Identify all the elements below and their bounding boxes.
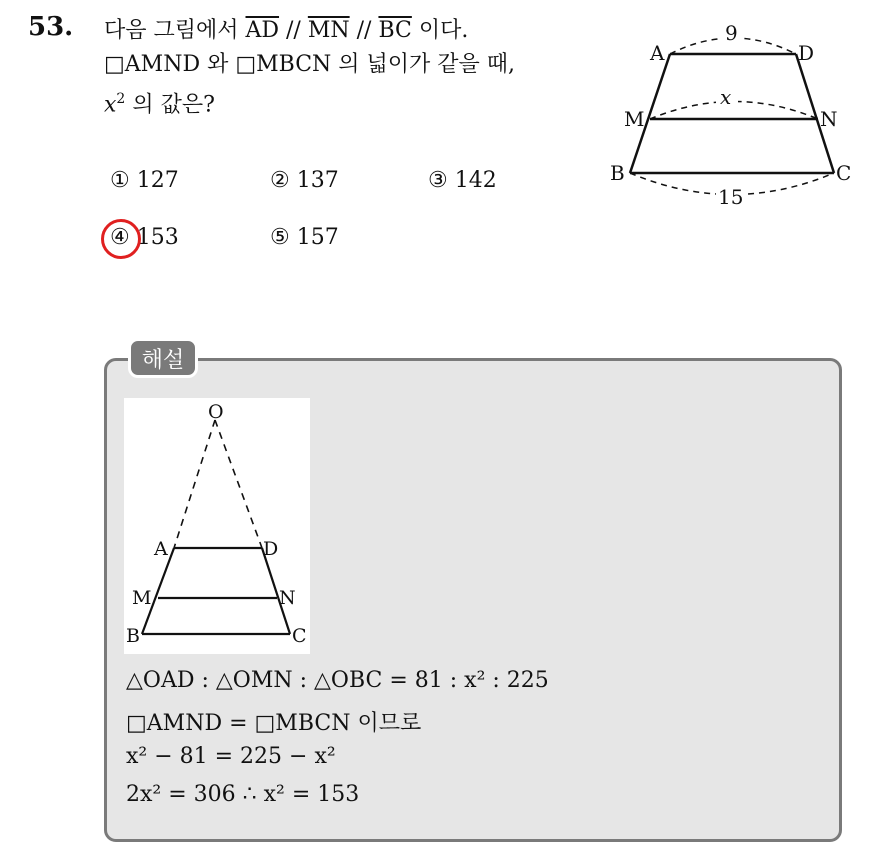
label-mid-length: x: [720, 85, 732, 109]
solution-tab: 해설: [128, 338, 198, 378]
trapezoid-diagram: [608, 18, 858, 218]
question-text: [104, 14, 515, 122]
vertex-label-b: B: [610, 161, 625, 185]
question-line-3: $x^2$ 의 값은?: [104, 91, 215, 118]
solution-line-2: □AMND = □MBCN 이므로: [126, 711, 422, 736]
segment-mn: $\overline{MN}$: [307, 18, 350, 43]
choice-1[interactable]: ① 127: [110, 168, 179, 193]
vertex-label-n: N: [820, 107, 838, 131]
sol-label-m: M: [132, 587, 152, 609]
question-line-2: □AMND 와 □MBCN 의 넓이가 같을 때,: [104, 52, 516, 77]
sol-label-a: A: [154, 538, 168, 560]
choice-2[interactable]: ② 137: [270, 168, 339, 193]
dashed-od: [215, 420, 262, 548]
question-number: 53.: [28, 12, 74, 42]
solution-line-3: x² − 81 = 225 − x²: [126, 744, 336, 769]
sol-label-c: C: [292, 625, 307, 647]
solution-line-1: △OAD : △OMN : △OBC = 81 : x² : 225: [126, 668, 549, 693]
vertex-label-d: D: [798, 41, 815, 65]
label-top-length: 9: [725, 21, 738, 45]
choice-5[interactable]: ⑤ 157: [270, 225, 339, 250]
solution-triangle-diagram: [124, 398, 310, 654]
choice-4[interactable]: ④ 153: [110, 225, 179, 250]
question-line-1: 다음 그림에서 $\overline{AD} // \overline{MN} // \overline{BC}$ 이다.: [104, 18, 469, 43]
selected-answer-circle: [101, 219, 141, 259]
sol-label-n: N: [279, 587, 296, 609]
sol-label-o: O: [208, 401, 224, 423]
vertex-label-a: A: [650, 41, 665, 65]
solution-line-4: 2x² = 306 ∴ x² = 153: [126, 782, 360, 807]
choice-3[interactable]: ③ 142: [428, 168, 497, 193]
sol-label-d: D: [263, 538, 279, 560]
vertex-label-m: M: [624, 107, 645, 131]
vertex-label-c: C: [836, 161, 852, 185]
dashed-oa: [174, 420, 215, 548]
label-bottom-length: 15: [718, 185, 744, 209]
segment-ad: $\overline{AD}$: [245, 18, 280, 43]
segment-bc: $\overline{BC}$: [378, 18, 412, 43]
sol-label-b: B: [126, 625, 140, 647]
